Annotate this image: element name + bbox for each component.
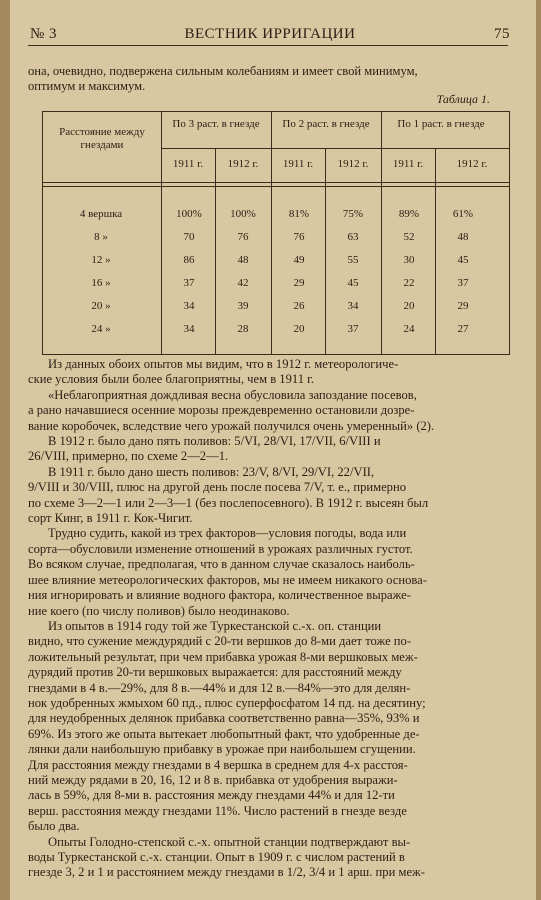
text-line: верш. расстояния между гнездами 11%. Число растений в гнезде везде bbox=[28, 803, 407, 818]
row-label: 4 вершка bbox=[79, 208, 123, 220]
text-line: было два. bbox=[28, 819, 80, 834]
table-cell: 76 bbox=[293, 231, 305, 243]
table-cell: 89% bbox=[398, 208, 420, 220]
text-line: лянки дали наибольшую прибавку в урожае при наибольшем сгущении. bbox=[28, 742, 416, 757]
table-divider bbox=[435, 148, 436, 354]
table-cell: 24 bbox=[403, 323, 415, 335]
text-line: В 1911 г. было дано шесть поливов: 23/V, 8/VI, 29/VI, 22/VII, bbox=[48, 464, 375, 479]
table-cell: 37 bbox=[347, 323, 359, 335]
table-cell: 75% bbox=[342, 208, 364, 220]
text-line: Опыты Голодно-степской с.-х. опытной станции подтверждают вы- bbox=[48, 834, 411, 849]
year-header: 1912 г. bbox=[456, 158, 488, 170]
group-header: По 2 раст. в гнезде bbox=[282, 118, 370, 130]
table-cell: 26 bbox=[293, 300, 305, 312]
text-line: 69%. Из этого же опыта вытекает любопытный факт, что удобренные де- bbox=[28, 726, 420, 741]
text-line: ложительный результат, при чем прибавка урожая 8-ми вершковых меж- bbox=[28, 649, 418, 664]
row-label: 24 » bbox=[91, 323, 111, 335]
table-cell: 39 bbox=[237, 300, 249, 312]
table-cell: 22 bbox=[403, 277, 415, 289]
table-cell: 48 bbox=[457, 231, 469, 243]
table-cell: 27 bbox=[457, 323, 469, 335]
table-cell: 20 bbox=[403, 300, 415, 312]
journal-title: ВЕСТНИК ИРРИГАЦИИ bbox=[184, 26, 356, 42]
table-cell: 70 bbox=[183, 231, 195, 243]
text-line: лась в 59%, для 8-ми в. расстояния между гнездами 44% и для 12-ти bbox=[28, 788, 395, 803]
text-line: гнездами в 4 в.—29%, для 8 в.—44% и для 12 в.—84%—это для делян- bbox=[28, 680, 411, 695]
table-divider bbox=[325, 148, 326, 354]
text-line: гнезде 3, 2 и 1 и расстоянием между гнездами в 1/2, 3/4 и 1 арш. при меж- bbox=[28, 865, 425, 880]
table-cell: 42 bbox=[237, 277, 249, 289]
table-cell: 55 bbox=[347, 254, 359, 266]
column-header-distance: Расстояние между гнездами bbox=[59, 126, 145, 151]
row-label: 8 » bbox=[94, 231, 108, 243]
year-header: 1911 г. bbox=[392, 158, 424, 170]
text-line: Из данных обоих опытов мы видим, что в 1912 г. метеорологиче- bbox=[48, 357, 399, 371]
table-divider bbox=[43, 186, 509, 187]
text-line: видно, что сужение междурядий с 20-ти вершков до 8-ми дает тоже по- bbox=[28, 634, 412, 649]
text-line: она, очевидно, подвержена сильным колебаниям и имеет свой минимум, bbox=[28, 64, 418, 78]
table-cell: 100% bbox=[176, 208, 202, 220]
text-line: 9/VIII и 30/VIII, плюс на другой день после посева 7/V, т. е., примерно bbox=[28, 480, 407, 495]
text-line: сорта—обусловили изменение отношений в урожаях различных густот. bbox=[28, 541, 413, 556]
table-cell: 81% bbox=[288, 208, 310, 220]
year-header: 1911 г. bbox=[172, 158, 204, 170]
table-cell: 45 bbox=[347, 277, 359, 289]
group-header: По 3 раст. в гнезде bbox=[172, 118, 260, 130]
table-cell: 30 bbox=[403, 254, 415, 266]
table-cell: 76 bbox=[237, 231, 249, 243]
text-line: ские условия были более благоприятны, чем в 1911 г. bbox=[28, 372, 315, 387]
text-line: ния игнорировать и влияние водного фактора, количественное выраже- bbox=[28, 588, 411, 603]
text-line: ний между рядами в 20, 16, 12 и 8 в. прибавка от удобрения выражи- bbox=[28, 772, 398, 787]
table-cell: 48 bbox=[237, 254, 249, 266]
year-header: 1912 г. bbox=[227, 158, 259, 170]
table-divider bbox=[215, 148, 216, 354]
table-cell: 28 bbox=[237, 323, 249, 335]
text-line: «Неблагоприятная дождливая весна обусловила запоздание посевов, bbox=[48, 387, 417, 402]
text-line: 26/VIII, примерно, по схеме 2—2—1. bbox=[28, 449, 229, 464]
body-text bbox=[28, 357, 508, 881]
page-number: 75 bbox=[494, 26, 510, 42]
table-cell: 61% bbox=[452, 208, 474, 220]
row-label: 16 » bbox=[91, 277, 111, 289]
text-line: шее влияние метеорологических факторов, мы не имеем никакого основа- bbox=[28, 572, 427, 587]
table-divider bbox=[43, 182, 509, 183]
table-cell: 37 bbox=[183, 277, 195, 289]
text-line: воды Туркестанской с.-х. станции. Опыт в 1909 г. с числом растений в bbox=[28, 850, 405, 864]
year-header: 1911 г. bbox=[282, 158, 314, 170]
row-label: 20 » bbox=[91, 300, 111, 312]
text-line: для неудобренных делянок прибавка соответственно равна—35%, 93% и bbox=[28, 711, 420, 726]
running-header bbox=[30, 26, 510, 46]
table-cell: 86 bbox=[183, 254, 195, 266]
text-line: дурядий против 20-ти вершковых выражается: для расстояний между bbox=[28, 665, 402, 680]
text-line: Трудно судить, какой из трех факторов—условия погоды, вода или bbox=[48, 526, 407, 541]
table-cell: 20 bbox=[293, 323, 305, 335]
text-line: Из опытов в 1914 году той же Туркестанской с.-х. оп. станции bbox=[48, 618, 382, 633]
text-line: оптимум и максимум. bbox=[28, 79, 146, 94]
group-header: По 1 раст. в гнезде bbox=[397, 118, 485, 130]
header-rule bbox=[28, 45, 508, 46]
journal-page bbox=[10, 0, 536, 900]
table-cell: 29 bbox=[457, 300, 469, 312]
text-line: сорт Кинг, в 1911 г. Кок-Чигит. bbox=[28, 511, 193, 526]
table-cell: 34 bbox=[183, 323, 195, 335]
text-line: вание коробочек, вследствие чего урожай получился очень умеренный» (2). bbox=[28, 418, 435, 433]
table-cell: 49 bbox=[293, 254, 305, 266]
table-caption: Таблица 1. bbox=[436, 92, 490, 106]
text-line: а рано начавшиеся осенние морозы преждевременно остановили дозре- bbox=[28, 403, 415, 418]
table-cell: 52 bbox=[403, 231, 415, 243]
data-table bbox=[42, 111, 510, 355]
year-header: 1912 г. bbox=[337, 158, 369, 170]
table-divider bbox=[161, 148, 509, 149]
issue-number: № 3 bbox=[30, 26, 58, 42]
table-cell: 29 bbox=[293, 277, 305, 289]
text-line: по схеме 3—2—1 или 2—3—1 (без послепосевного). В 1912 г. высеян был bbox=[28, 495, 429, 510]
table-cell: 34 bbox=[347, 300, 359, 312]
table-cell: 45 bbox=[457, 254, 469, 266]
text-line: Во всяком случае, предполагая, что в данном случае сказалось наиболь- bbox=[28, 557, 415, 572]
text-line: ние коего (по числу поливов) было неодинаково. bbox=[28, 603, 290, 618]
text-line: В 1912 г. было дано пять поливов: 5/VI, 28/VI, 17/VII, 6/VIII и bbox=[48, 434, 381, 449]
text-line: Для расстояния между гнездами в 4 вершка в среднем для 4-х расстоя- bbox=[28, 757, 408, 772]
row-label: 12 » bbox=[91, 254, 111, 266]
table-cell: 34 bbox=[183, 300, 195, 312]
table-cell: 63 bbox=[347, 231, 359, 243]
intro-paragraph bbox=[28, 64, 508, 95]
table-cell: 100% bbox=[230, 208, 256, 220]
text-line: нок удобренных жмыхом 60 пд., плюс суперфосфатом 14 пд. на десятину; bbox=[28, 695, 426, 710]
table-cell: 37 bbox=[457, 277, 469, 289]
